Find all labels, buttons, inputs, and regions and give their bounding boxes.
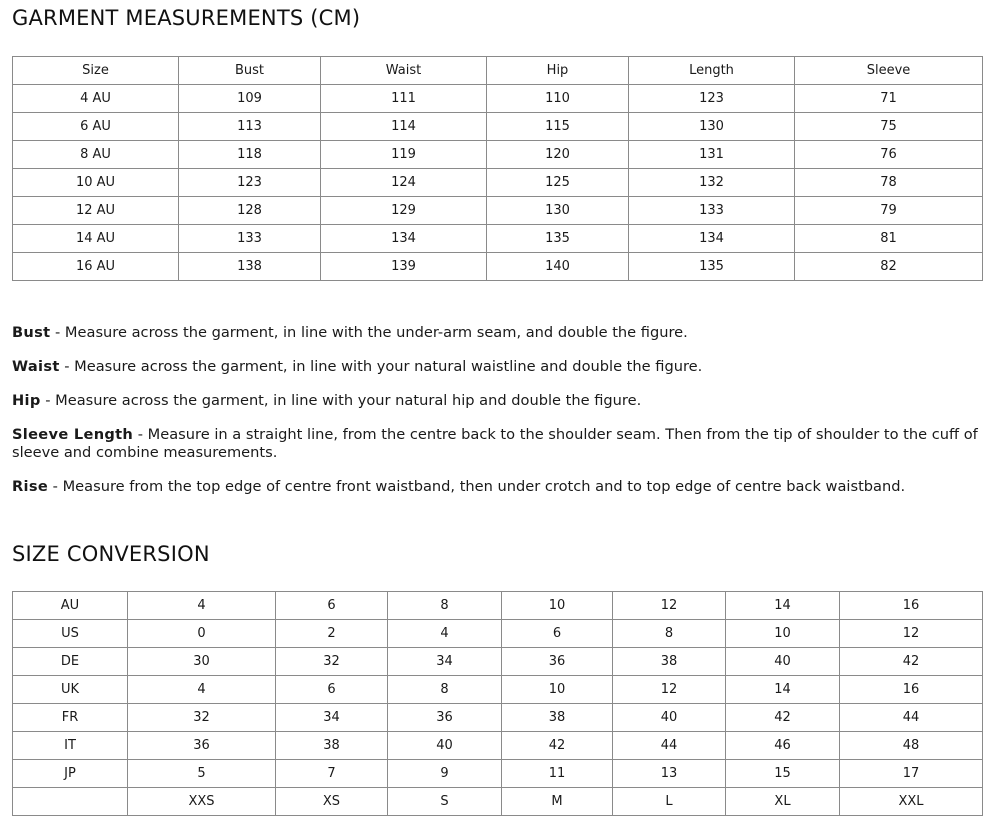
measurement-cell: 78	[795, 169, 983, 197]
measurement-cell: 71	[795, 85, 983, 113]
definition-term: Sleeve Length	[12, 426, 134, 443]
size-cell: 12	[613, 592, 726, 620]
region-cell: AU	[13, 592, 128, 620]
measurement-cell: 115	[487, 113, 629, 141]
table-row	[13, 676, 983, 704]
measurement-cell: 113	[179, 113, 321, 141]
table-row	[13, 788, 983, 816]
measurement-cell: 82	[795, 253, 983, 281]
size-cell: 34	[276, 704, 388, 732]
size-cell: 9	[388, 760, 502, 788]
measurement-cell: 79	[795, 197, 983, 225]
measurement-cell: 109	[179, 85, 321, 113]
table-row	[13, 85, 983, 113]
size-cell: 4	[128, 592, 276, 620]
size-cell: 10 AU	[13, 169, 179, 197]
region-cell: FR	[13, 704, 128, 732]
measurement-cell: 133	[629, 197, 795, 225]
table-row	[13, 704, 983, 732]
definition-item	[12, 358, 987, 376]
size-cell: 46	[726, 732, 840, 760]
table-row	[13, 732, 983, 760]
size-cell: 16	[840, 592, 983, 620]
region-cell: DE	[13, 648, 128, 676]
size-cell: S	[388, 788, 502, 816]
measurement-cell: 140	[487, 253, 629, 281]
column-header: Waist	[321, 57, 487, 85]
measurement-cell: 129	[321, 197, 487, 225]
size-cell: 40	[726, 648, 840, 676]
definition-item	[12, 392, 987, 410]
definition-text: - Measure across the garment, in line with your natural hip and double the figure.	[40, 392, 642, 409]
size-cell: 14	[726, 592, 840, 620]
region-cell: IT	[13, 732, 128, 760]
size-cell: 36	[502, 648, 613, 676]
size-cell: 34	[388, 648, 502, 676]
measurement-cell: 125	[487, 169, 629, 197]
size-cell: 17	[840, 760, 983, 788]
measurement-cell: 134	[629, 225, 795, 253]
measurement-cell: 119	[321, 141, 487, 169]
size-cell: 2	[276, 620, 388, 648]
size-cell: 40	[388, 732, 502, 760]
measurement-cell: 110	[487, 85, 629, 113]
size-cell: 10	[502, 676, 613, 704]
column-header: Size	[13, 57, 179, 85]
size-cell: XS	[276, 788, 388, 816]
size-cell: 14	[726, 676, 840, 704]
measurement-cell: 75	[795, 113, 983, 141]
definition-text: - Measure from the top edge of centre front waistband, then under crotch and to top edge of centre back waistband.	[48, 478, 906, 495]
size-cell: 8	[613, 620, 726, 648]
size-cell: 5	[128, 760, 276, 788]
size-cell: 10	[502, 592, 613, 620]
size-cell: 40	[613, 704, 726, 732]
size-cell: 8 AU	[13, 141, 179, 169]
column-header: Length	[629, 57, 795, 85]
measurement-cell: 135	[629, 253, 795, 281]
measurement-cell: 111	[321, 85, 487, 113]
size-cell: 32	[276, 648, 388, 676]
size-cell: 12 AU	[13, 197, 179, 225]
definition-item	[12, 324, 987, 342]
measurement-cell: 139	[321, 253, 487, 281]
size-cell: 15	[726, 760, 840, 788]
column-header: Hip	[487, 57, 629, 85]
size-cell: 12	[840, 620, 983, 648]
measurement-cell: 123	[629, 85, 795, 113]
size-cell: 36	[128, 732, 276, 760]
measurement-cell: 118	[179, 141, 321, 169]
size-cell: 38	[613, 648, 726, 676]
size-cell: 36	[388, 704, 502, 732]
definition-term: Rise	[12, 478, 49, 495]
size-cell: 44	[840, 704, 983, 732]
definition-item	[12, 426, 987, 462]
size-cell: 4	[128, 676, 276, 704]
column-header: Bust	[179, 57, 321, 85]
size-cell: 8	[388, 592, 502, 620]
measurement-cell: 134	[321, 225, 487, 253]
size-cell: 4	[388, 620, 502, 648]
measurement-cell: 130	[629, 113, 795, 141]
size-cell: 12	[613, 676, 726, 704]
measurement-cell: 120	[487, 141, 629, 169]
measurement-cell: 76	[795, 141, 983, 169]
size-cell: 42	[726, 704, 840, 732]
garment-measurements-table	[12, 56, 983, 281]
size-cell: 6	[502, 620, 613, 648]
size-cell: 6 AU	[13, 113, 179, 141]
measurement-cell: 124	[321, 169, 487, 197]
size-cell: 13	[613, 760, 726, 788]
table-row	[13, 197, 983, 225]
garment-measurements-title: GARMENT MEASUREMENTS (CM)	[12, 6, 361, 30]
size-cell: 44	[613, 732, 726, 760]
definition-item	[12, 478, 987, 496]
table-row	[13, 648, 983, 676]
size-cell: 42	[502, 732, 613, 760]
measurement-cell: 128	[179, 197, 321, 225]
size-cell: 48	[840, 732, 983, 760]
definition-term: Hip	[12, 392, 41, 409]
size-cell: 32	[128, 704, 276, 732]
size-cell: 14 AU	[13, 225, 179, 253]
measurement-cell: 81	[795, 225, 983, 253]
size-cell: 8	[388, 676, 502, 704]
table-row	[13, 141, 983, 169]
measurement-cell: 131	[629, 141, 795, 169]
size-cell: XXL	[840, 788, 983, 816]
definition-text: - Measure across the garment, in line with the under-arm seam, and double the figure.	[50, 324, 688, 341]
measurement-cell: 138	[179, 253, 321, 281]
definition-text: - Measure in a straight line, from the centre back to the shoulder seam. Then from the tip of shoulder to the cuff of sleeve and combine measurements.	[12, 426, 978, 461]
size-conversion-title: SIZE CONVERSION	[12, 542, 210, 566]
size-cell: 16	[840, 676, 983, 704]
table-row	[13, 620, 983, 648]
size-cell: 10	[726, 620, 840, 648]
size-cell: 6	[276, 592, 388, 620]
measurement-cell: 123	[179, 169, 321, 197]
size-cell: XXS	[128, 788, 276, 816]
size-cell: 42	[840, 648, 983, 676]
measurement-cell: 130	[487, 197, 629, 225]
size-cell: 30	[128, 648, 276, 676]
size-cell: 6	[276, 676, 388, 704]
region-cell: UK	[13, 676, 128, 704]
size-cell: 38	[276, 732, 388, 760]
size-cell: 16 AU	[13, 253, 179, 281]
measurement-cell: 114	[321, 113, 487, 141]
column-header: Sleeve	[795, 57, 983, 85]
definition-term: Waist	[12, 358, 60, 375]
size-cell: 4 AU	[13, 85, 179, 113]
table-row	[13, 113, 983, 141]
measurement-cell: 133	[179, 225, 321, 253]
table-row	[13, 225, 983, 253]
table-row	[13, 760, 983, 788]
table-row	[13, 592, 983, 620]
definition-text: - Measure across the garment, in line with your natural waistline and double the figure.	[59, 358, 703, 375]
table-row	[13, 253, 983, 281]
size-cell: M	[502, 788, 613, 816]
measurement-definitions	[12, 324, 987, 512]
size-conversion-table	[12, 591, 983, 816]
table-row	[13, 169, 983, 197]
measurement-cell: 135	[487, 225, 629, 253]
measurement-cell: 132	[629, 169, 795, 197]
region-cell: JP	[13, 760, 128, 788]
size-cell: 11	[502, 760, 613, 788]
size-cell: 0	[128, 620, 276, 648]
size-cell: XL	[726, 788, 840, 816]
region-cell: US	[13, 620, 128, 648]
definition-term: Bust	[12, 324, 51, 341]
region-cell	[13, 788, 128, 816]
size-cell: L	[613, 788, 726, 816]
table-header-row	[13, 57, 983, 85]
size-cell: 38	[502, 704, 613, 732]
size-cell: 7	[276, 760, 388, 788]
